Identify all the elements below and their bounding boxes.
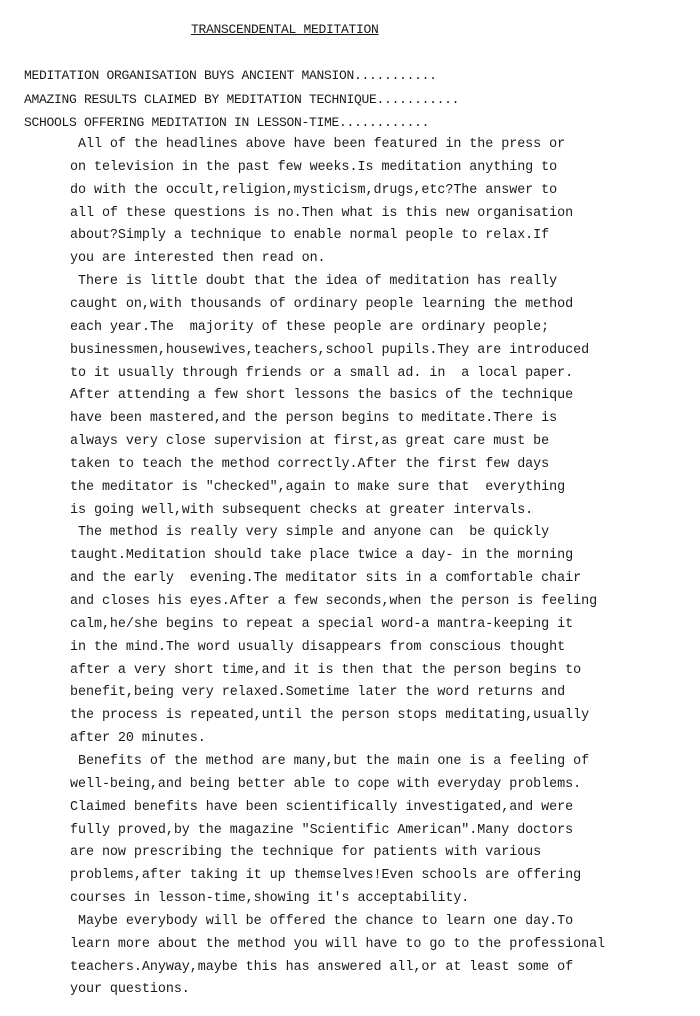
headline-1: MEDITATION ORGANISATION BUYS ANCIENT MANSION........... xyxy=(24,68,437,83)
text-line: All of the headlines above have been featured in the press or xyxy=(70,137,566,152)
text-line: calm,he/she begins to repeat a special word-a mantra-keeping it xyxy=(70,616,574,632)
text-line: you are interested then read on. xyxy=(70,251,326,267)
text-line: courses in lesson-time,showing it's acceptability. xyxy=(70,891,470,907)
text-line: do with the occult,religion,mysticism,drugs,etc?The answer to xyxy=(70,182,558,198)
text-line: well-being,and being better able to cope with everyday problems. xyxy=(70,776,582,792)
text-line: Maybe everybody will be offered the chance to learn one day.To xyxy=(70,913,574,929)
text-line: Claimed benefits have been scientifically investigated,and were xyxy=(70,799,574,815)
text-line: After attending a few short lessons the basics of the technique xyxy=(70,388,574,404)
text-line: and the early evening.The meditator sits in a comfortable chair xyxy=(70,571,582,587)
text-line: have been mastered,and the person begins to meditate.There is xyxy=(70,411,558,427)
text-line: benefit,being very relaxed.Sometime later the word returns and xyxy=(70,685,566,701)
text-line: teachers.Anyway,maybe this has answered all,or at least some of xyxy=(70,959,574,975)
text-line: about?Simply a technique to enable normal people to relax.If xyxy=(70,228,550,244)
text-line: each year.The majority of these people are ordinary people; xyxy=(70,319,550,335)
text-line: fully proved,by the magazine "Scientific American".Many doctors xyxy=(70,822,574,838)
text-line: the process is repeated,until the person stops meditating,usually xyxy=(70,708,590,724)
document-title: TRANSCENDENTAL MEDITATION xyxy=(191,22,379,37)
text-line: There is little doubt that the idea of meditation has really xyxy=(70,274,558,290)
text-line: after 20 minutes. xyxy=(70,731,206,747)
headline-3: SCHOOLS OFFERING MEDITATION IN LESSON-TIME............ xyxy=(24,115,430,130)
text-line: all of these questions is no.Then what is this new organisation xyxy=(70,205,574,221)
text-line: on television in the past few weeks.Is meditation anything to xyxy=(70,159,558,175)
text-line: Benefits of the method are many,but the main one is a feeling of xyxy=(70,753,590,769)
text-line: the meditator is "checked",again to make sure that everything xyxy=(70,479,566,495)
text-line: problems,after taking it up themselves!Even schools are offering xyxy=(70,868,582,884)
text-line: are now prescribing the technique for patients with various xyxy=(70,845,542,861)
text-line: after a very short time,and it is then that the person begins to xyxy=(70,662,582,678)
text-line: taught.Meditation should take place twice a day- in the morning xyxy=(70,548,574,564)
text-line: taken to teach the method correctly.After the first few days xyxy=(70,456,550,472)
text-line: is going well,with subsequent checks at greater intervals. xyxy=(70,502,534,518)
text-line: and closes his eyes.After a few seconds,when the person is feeling xyxy=(70,594,598,609)
text-line: to it usually through friends or a small ad. in a local paper. xyxy=(70,365,574,381)
text-line: your questions. xyxy=(70,982,190,998)
headline-2: AMAZING RESULTS CLAIMED BY MEDITATION TECHNIQUE........... xyxy=(24,92,460,107)
text-line: The method is really very simple and anyone can be quickly xyxy=(70,525,550,541)
text-line: in the mind.The word usually disappears from conscious thought xyxy=(70,639,566,655)
text-line: always very close supervision at first,as great care must be xyxy=(70,434,550,450)
text-line: learn more about the method you will have to go to the professional xyxy=(70,936,606,952)
text-line: caught on,with thousands of ordinary people learning the method xyxy=(70,296,574,312)
text-line: businessmen,housewives,teachers,school pupils.They are introduced xyxy=(70,342,590,358)
